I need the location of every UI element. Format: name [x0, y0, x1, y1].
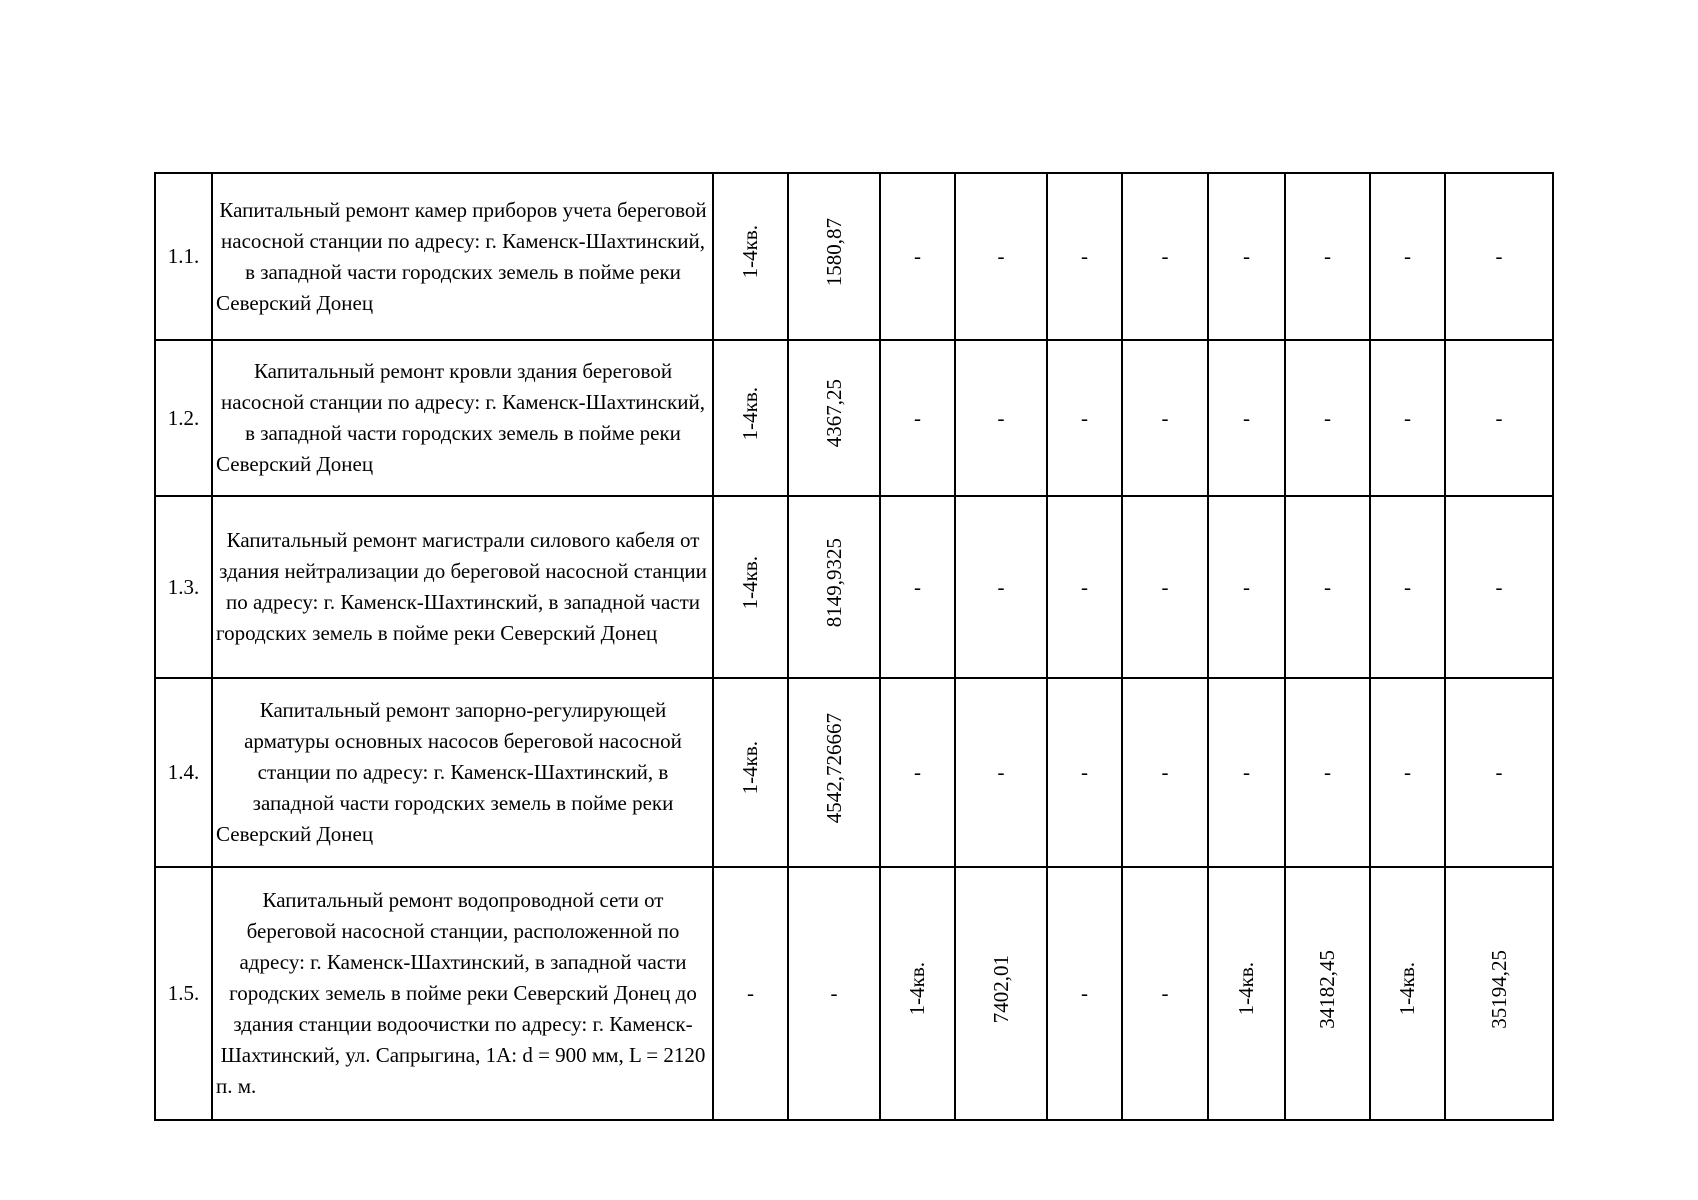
period-text: 1-4кв. — [738, 555, 762, 610]
amount-cell — [788, 340, 880, 496]
period-text: 1-4кв. — [1234, 962, 1258, 1016]
value-cell: - — [788, 867, 880, 1120]
period-text: 1-4кв. — [738, 225, 762, 279]
value-cell: - — [1445, 678, 1553, 867]
table-row — [155, 173, 1553, 340]
value-cell: - — [955, 678, 1047, 867]
value-cell: - — [1122, 340, 1208, 496]
period-text: 1-4кв. — [1395, 962, 1419, 1016]
amount-cell — [788, 678, 880, 867]
value-cell: - — [1047, 340, 1122, 496]
value-cell: - — [1370, 496, 1445, 678]
value-cell: - — [1445, 173, 1553, 340]
period-cell — [713, 496, 788, 678]
table-row — [155, 340, 1553, 496]
value-cell: - — [955, 340, 1047, 496]
amount-text: 7402,01 — [988, 954, 1013, 1024]
period-text: 1-4кв. — [905, 962, 929, 1016]
value-cell: - — [1208, 340, 1285, 496]
value-cell: - — [1047, 496, 1122, 678]
value-cell: - — [1370, 678, 1445, 867]
value-cell: - — [1122, 867, 1208, 1120]
repair-program-table — [154, 172, 1554, 1121]
work-description: Капитальный ремонт водопроводной сети от береговой насосной станции, расположенной по адресу: г. Каменск-Шахтинский, в западной части городских земель в пойме реки Северский Донец до здания станции водоочистки по адресу: г. Каменск-Шахтинский, ул. Сапрыгина, 1А: d = 900 мм, L = 2120 п. м. — [212, 867, 713, 1120]
value-cell: - — [880, 678, 955, 867]
work-description: Капитальный ремонт кровли здания береговой насосной станции по адресу: г. Каменск-Шахтинский, в западной части городских земель в пойме реки Северский Донец — [212, 340, 713, 496]
amount-cell — [788, 496, 880, 678]
value-cell: - — [955, 496, 1047, 678]
work-description: Капитальный ремонт камер приборов учета береговой насосной станции по адресу: г. Каменск-Шахтинский, в западной части городских земель в пойме реки Северский Донец — [212, 173, 713, 340]
value-cell: - — [1370, 340, 1445, 496]
table-row — [155, 496, 1553, 678]
row-number: 1.5. — [155, 867, 212, 1120]
value-cell: - — [1047, 678, 1122, 867]
value-cell: - — [880, 340, 955, 496]
value-cell: - — [880, 496, 955, 678]
value-cell: - — [1445, 340, 1553, 496]
value-cell: - — [1122, 678, 1208, 867]
value-cell: - — [1285, 340, 1370, 496]
value-cell: - — [1445, 496, 1553, 678]
amount-text: 4367,25 — [821, 379, 846, 448]
amount-text: 34182,45 — [1315, 949, 1339, 1029]
period-cell — [713, 340, 788, 496]
amount-text: 35194,25 — [1486, 949, 1511, 1029]
value-cell: - — [1370, 173, 1445, 340]
row-number: 1.4. — [155, 678, 212, 867]
row-number: 1.3. — [155, 496, 212, 678]
table-row — [155, 678, 1553, 867]
value-cell: - — [1208, 678, 1285, 867]
period-cell — [713, 173, 788, 340]
work-description: Капитальный ремонт магистрали силового кабеля от здания нейтрализации до береговой насосной станции по адресу: г. Каменск-Шахтинский, в западной части городских земель в пойме реки Северский Донец — [212, 496, 713, 678]
amount-cell — [1285, 867, 1370, 1120]
period-cell — [713, 678, 788, 867]
value-cell: - — [1047, 173, 1122, 340]
amount-cell — [788, 173, 880, 340]
value-cell: - — [713, 867, 788, 1120]
value-cell: - — [1285, 173, 1370, 340]
value-cell: - — [1122, 173, 1208, 340]
period-text: 1-4кв. — [738, 386, 762, 441]
period-text: 1-4кв. — [738, 741, 762, 795]
value-cell: - — [1208, 173, 1285, 340]
value-cell: - — [1285, 496, 1370, 678]
value-cell: - — [1122, 496, 1208, 678]
amount-cell — [955, 867, 1047, 1120]
value-cell: - — [1285, 678, 1370, 867]
amount-text: 8149,9325 — [821, 537, 846, 628]
work-description: Капитальный ремонт запорно-регулирующей арматуры основных насосов береговой насосной станции по адресу: г. Каменск-Шахтинский, в западной части городских земель в пойме реки Северский Донец — [212, 678, 713, 867]
value-cell: - — [1047, 867, 1122, 1120]
row-number: 1.1. — [155, 173, 212, 340]
amount-text: 1580,87 — [821, 217, 846, 287]
table-row — [155, 867, 1553, 1120]
amount-cell — [1445, 867, 1553, 1120]
period-cell — [1370, 867, 1445, 1120]
period-cell — [880, 867, 955, 1120]
value-cell: - — [1208, 496, 1285, 678]
amount-text: 4542,726667 — [821, 712, 846, 824]
value-cell: - — [880, 173, 955, 340]
period-cell — [1208, 867, 1285, 1120]
value-cell: - — [955, 173, 1047, 340]
row-number: 1.2. — [155, 340, 212, 496]
